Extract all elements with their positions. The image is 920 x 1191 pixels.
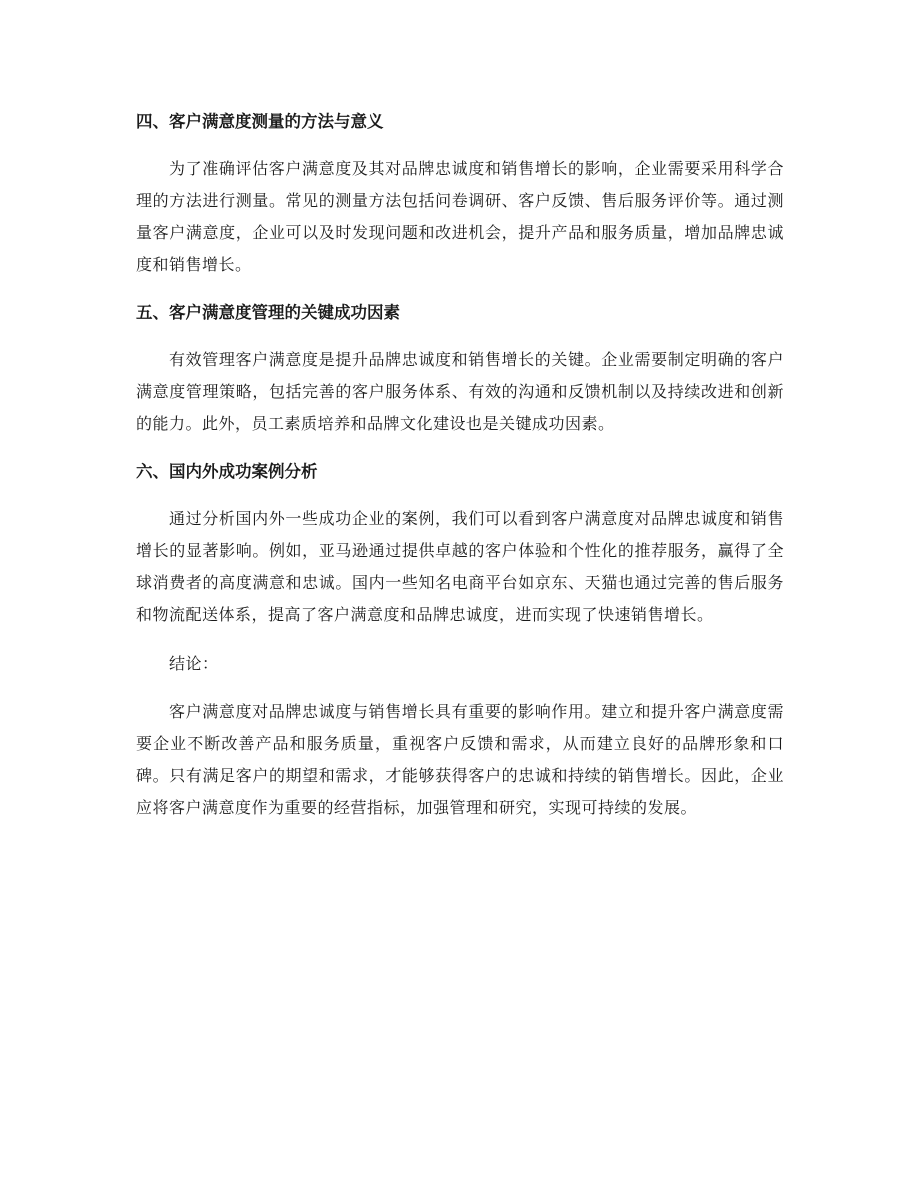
section-heading-4: 四、客户满意度测量的方法与意义 <box>136 112 384 131</box>
conclusion-label: 结论： <box>169 654 219 673</box>
document-page <box>136 104 784 824</box>
section-body-4: 为了准确评估客户满意度及其对品牌忠诚度和销售增长的影响，企业需要采用科学合理的方法进行测量。常见的测量方法包括问卷调研、客户反馈、售后服务评价等。通过测量客户满意度，企业可以及时发现问题和改进机会，提升产品和服务质量，增加品牌忠诚度和销售增长。 <box>136 159 784 274</box>
section-heading-6: 六、国内外成功案例分析 <box>136 462 318 481</box>
section-body-5: 有效管理客户满意度是提升品牌忠诚度和销售增长的关键。企业需要制定明确的客户满意度管理策略，包括完善的客户服务体系、有效的沟通和反馈机制以及持续改进和创新的能力。此外，员工素质培养和品牌文化建设也是关键成功因素。 <box>136 350 784 433</box>
conclusion-body: 客户满意度对品牌忠诚度与销售增长具有重要的影响作用。建立和提升客户满意度需要企业不断改善产品和服务质量，重视客户反馈和需求，从而建立良好的品牌形象和口碑。只有满足客户的期望和需求，才能够获得客户的忠诚和持续的销售增长。因此，企业应将客户满意度作为重要的经营指标，加强管理和研究，实现可持续的发展。 <box>136 702 784 817</box>
section-body-6: 通过分析国内外一些成功企业的案例，我们可以看到客户满意度对品牌忠诚度和销售增长的显著影响。例如，亚马逊通过提供卓越的客户体验和个性化的推荐服务，赢得了全球消费者的高度满意和忠诚。国内一些知名电商平台如京东、天猫也通过完善的售后服务和物流配送体系，提高了客户满意度和品牌忠诚度，进而实现了快速销售增长。 <box>136 509 784 624</box>
section-heading-5: 五、客户满意度管理的关键成功因素 <box>136 303 400 322</box>
